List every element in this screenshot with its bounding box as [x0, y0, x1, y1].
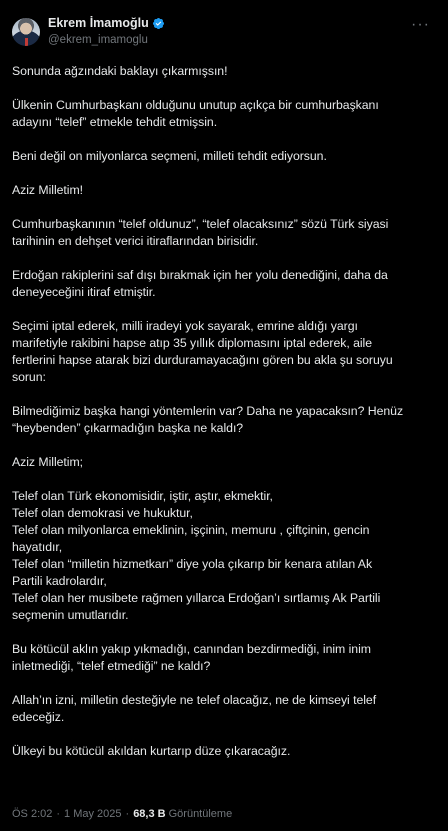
tweet-line: Ülkenin Cumhurbaşkanı olduğunu unutup açıkça bir cumhurbaşkanı — [12, 98, 379, 112]
tweet-paragraph — [12, 182, 432, 199]
meta-separator-2: · — [125, 808, 130, 820]
tweet-line: Sonunda ağzındaki baklayı çıkarmışsın! — [12, 64, 228, 78]
tweet-paragraph — [12, 148, 432, 165]
tweet-line: Telef olan demokrasi ve hukuktur, — [12, 506, 193, 520]
tweet-line: tarihinin en dehşet verici itiraflarından birisidir. — [12, 234, 259, 248]
tweet-time[interactable]: ÖS 2:02 — [12, 808, 53, 820]
tweet-line: Telef olan Türk ekonomisidir, iştir, aştır, ekmektir, — [12, 489, 273, 503]
tweet-line: Seçimi iptal ederek, milli iradeyi yok sayarak, emrine aldığı yargı — [12, 319, 358, 333]
tweet-line: marifetiyle rakibini hapse atıp 35 yıllık diplomasını iptal ederek, aile — [12, 336, 373, 350]
tweet-line: adayını “telef” etmekle tehdit etmişsin. — [12, 115, 218, 129]
tweet-paragraph — [12, 97, 432, 131]
tweet-paragraph — [12, 692, 432, 726]
tweet-paragraph — [12, 641, 432, 675]
tweet-line: Bu kötücül aklın yakıp yıkmadığı, canından bezdirmediği, inim inim — [12, 642, 371, 656]
tweet-paragraph — [12, 743, 432, 760]
tweet-line: Telef olan her musibete rağmen yıllarca Erdoğan’ı sırtlamış Ak Partili — [12, 591, 381, 605]
tweet-paragraph — [12, 454, 432, 471]
tweet-line: seçmenin umutlarıdır. — [12, 608, 129, 622]
tweet-line: Beni değil on milyonlarca seçmeni, milleti tehdit ediyorsun. — [12, 149, 327, 163]
tweet-line: fertlerini hapse atarak bizi durduramayacağını gören bu akla şu soruyu — [12, 353, 393, 367]
avatar-tie — [25, 38, 28, 46]
tweet-paragraph — [12, 488, 432, 624]
tweet-line: deneyeceğini itiraf etmiştir. — [12, 285, 156, 299]
tweet-paragraph — [12, 63, 432, 80]
views-label: Görüntüleme — [168, 808, 233, 820]
tweet-text — [12, 63, 432, 760]
tweet-line: “heybenden” çıkarmadığın başka ne kaldı? — [12, 421, 244, 435]
display-name[interactable]: Ekrem İmamoğlu — [48, 16, 149, 30]
author-names — [48, 15, 165, 48]
tweet-paragraph — [12, 216, 432, 250]
more-options-icon[interactable]: ··· — [411, 16, 430, 33]
tweet-paragraph — [12, 318, 432, 386]
author-handle[interactable]: @ekrem_imamoglu — [48, 33, 148, 46]
tweet-line: Telef olan “milletin hizmetkarı” diye yola çıkarıp bir kenara atılan Ak — [12, 557, 373, 571]
tweet-line: Erdoğan rakiplerini saf dışı bırakmak için her yolu denediğini, daha da — [12, 268, 388, 282]
tweet-line: edeceğiz. — [12, 710, 65, 724]
meta-separator: · — [56, 808, 61, 820]
tweet-paragraph — [12, 403, 432, 437]
tweet-line: inletmediği, “telef etmediği” ne kaldı? — [12, 659, 211, 673]
tweet-line: Bilmediğimiz başka hangi yöntemlerin var? Daha ne yapacaksın? Henüz — [12, 404, 404, 418]
avatar[interactable] — [12, 18, 40, 46]
tweet-line: Partili kadrolardır, — [12, 574, 107, 588]
tweet-paragraph — [12, 267, 432, 301]
tweet-line: Aziz Milletim! — [12, 183, 84, 197]
display-name-row — [48, 15, 165, 32]
tweet-header — [12, 11, 436, 51]
tweet-line: Allah’ın izni, milletin desteğiyle ne telef olacağız, ne de kimseyi telef — [12, 693, 377, 707]
tweet-meta — [12, 806, 232, 822]
tweet-line: Telef olan milyonlarca emeklinin, işçinin, memuru , çiftçinin, gencin — [12, 523, 370, 537]
tweet-date[interactable]: 1 May 2025 — [64, 808, 122, 820]
tweet-line: Cumhurbaşkanının “telef oldunuz”, “telef olacaksınız” sözü Türk siyasi — [12, 217, 389, 231]
tweet-line: Aziz Milletim; — [12, 455, 84, 469]
tweet-line: hayatıdır, — [12, 540, 63, 554]
views-count[interactable]: 68,3 B — [133, 808, 166, 820]
tweet-line: sorun: — [12, 370, 46, 384]
verified-badge-icon[interactable] — [152, 17, 165, 30]
tweet-line: Ülkeyi bu kötücül akıldan kurtarıp düze çıkaracağız. — [12, 744, 291, 758]
